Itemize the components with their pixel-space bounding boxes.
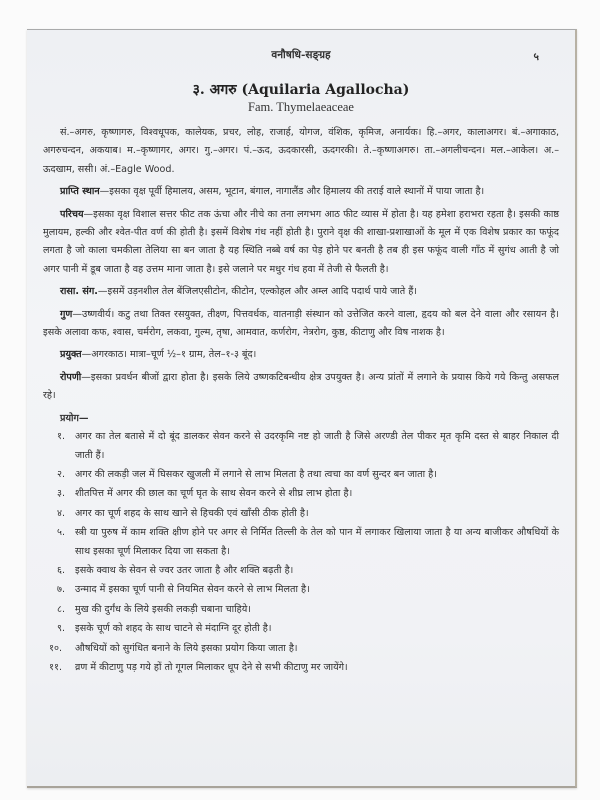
section-text: —उष्णवीर्य। कटु तथा तिक्त रसयुक्त, तीक्ष्ण, पित्तवर्धक, वातनाड़ी संस्थान को उत्तेजित करने वाला, हृदय को बल देने वाला और रसायन है। इसके अलावा कफ, श्वास, चर्मरोग, लकवा, गुल्म, तृषा, आमवात, कर्णरोग, नेत्ररोग, कुष्ठ, कीटाणु और विष नाशक है। (43, 308, 559, 339)
section-label: प्राप्ति स्थान (60, 186, 100, 198)
usage-item (43, 581, 559, 599)
section-label: परिचय (60, 208, 84, 220)
usage-item-number: १. (57, 431, 66, 443)
usage-item (43, 659, 559, 677)
usage-item-text: अगर का तेल बतासे में दो बूंद डालकर सेवन करने से उदरकृमि नष्ट हो जाती है जिसे अरण्डी तेल पीकर मृत कृमि दस्त से बाहर निकाल दी जाती हैं। (75, 431, 559, 461)
usage-item (43, 485, 559, 503)
usage-item-text: स्त्री या पुरुष में काम शक्ति क्षीण होने पर अगर से निर्मित तिल्ली के तेल को पान में लगाकर खिलाया जाता है या अन्य बाजीकर औषधियों के साथ इसका चूर्ण मिलाकर दिया जा सकता है। (75, 527, 559, 557)
section-text: —अगरकाठ। मात्रा–चूर्ण ½–१ ग्राम, तेल–१-३ बूंद। (81, 349, 257, 361)
section-properties (43, 306, 559, 343)
usage-item (43, 524, 559, 561)
usage-item-text: उन्माद में इसका चूर्ण पानी से नियमित सेवन करने से लाभ मिलता है। (75, 584, 310, 596)
section-description (43, 206, 559, 280)
usage-item (43, 466, 559, 484)
usage-item-number: ४. (57, 507, 66, 519)
usage-item (43, 562, 559, 580)
entry-title: ३. अगरु (Aquilaria Agallocha) (192, 82, 410, 98)
page-number: ५ (533, 51, 539, 63)
usage-item-number: ६. (57, 564, 66, 576)
usage-item-number: ७. (57, 584, 66, 596)
section-label: प्रयुक्त (60, 349, 82, 361)
usage-item-text: अगर का चूर्ण शहद के साथ खाने से हिचकी एवं खाँसी ठीक होती है। (75, 507, 309, 519)
usage-item (43, 620, 559, 638)
usage-item-text: व्रण में कीटाणु पड़ गये हों तो गूगल मिलाकर धूप देने से सभी कीटाणु मर जायेंगे। (75, 661, 348, 673)
usage-heading: प्रयोग— (60, 412, 89, 424)
section-label: गुण (60, 308, 73, 320)
usage-item-text: औषधियों को सुगंधित बनाने के लिये इसका प्रयोग किया जाता है। (75, 642, 298, 654)
section-cultivation (43, 369, 559, 406)
running-head: वनौषधि-सङ्ग्रह (271, 49, 331, 61)
usage-item-text: अगर की लकड़ी जल में घिसकर खुजली में लगाने से लाभ मिलता है तथा त्वचा का वर्ण सुन्दर बन जाता है। (75, 468, 437, 480)
synonyms-text: सं.–अगरु, कृष्णागरु, विश्वधूपक, कालेयक, प्रचर, लोह, राजार्ह, योगज, वंशिक, कृमिज, अनार्यक। हि.–अगर, कालाअगर। बं.–अगाकाठ, अगरुचन्दन, अकयाब। म.–कृष्णागर, अगर। गु.–अगर। पं.–ऊद, ऊदकारसी, ऊदगरकी। ते.–कृष्णाअगरु। ता.–अगलीचन्दन। मल.–आकेल। अ.–ऊदखाम, ससी। अं.–Eagle Wood. (43, 127, 559, 175)
synonyms-paragraph (43, 124, 559, 179)
entry-body (43, 124, 559, 678)
usage-item-number: ८. (57, 603, 66, 615)
usage-item-number: ३. (57, 488, 66, 500)
usage-item (43, 505, 559, 523)
usage-item-number: ११. (49, 661, 63, 673)
section-text: —इसमें उड़नशील तेल बेंजिलएसीटोन, कीटोन, एल्कोहल और अम्ल आदि पदार्थ पाये जाते हैं। (97, 286, 417, 298)
usage-item (43, 601, 559, 619)
section-label: रासा. संग. (60, 286, 98, 298)
usage-item-number: २. (57, 468, 66, 480)
usage-item-number: ५. (57, 527, 66, 539)
usage-item-text: इसके चूर्ण को शहद के साथ चाटने से मंदाग्नि दूर होती है। (75, 623, 272, 635)
usage-item (43, 640, 559, 658)
section-chemistry (43, 283, 559, 301)
usage-item-text: शीतपित्त में अगर की छाल का चूर्ण घृत के साथ सेवन करने से शीघ्र लाभ होता है। (75, 488, 353, 500)
book-page (27, 29, 577, 788)
usage-list (43, 428, 559, 677)
section-label: रोपणी (60, 371, 82, 383)
usage-item (43, 428, 559, 465)
section-text: —इसका वृक्ष पूर्वी हिमालय, असम, भूटान, बंगाल, नागालैंड और हिमालय की तराई वाले स्थानों में पाया जाता है। (99, 186, 485, 198)
usage-item-text: इसके क्वाथ के सेवन से ज्वर उतर जाता है और शक्ति बढ़ती है। (75, 564, 294, 576)
usage-item-number: १०. (49, 642, 63, 654)
usage-item-text: मुख की दुर्गंध के लिये इसकी लकड़ी चबाना चाहिये। (75, 603, 251, 615)
usage-item-number: ९. (57, 623, 66, 635)
section-parts-used (43, 346, 559, 364)
family-name: Fam. Thymelaeaceae (248, 100, 354, 114)
section-text: —इसका वृक्ष विशाल सत्तर फीट तक ऊंचा और नीचे का तना लगभग आठ फीट व्यास में होता है। यह हमेशा हराभरा रहता है। इसकी काष्ठ मुलायम, हल्की और श्वेत-पीत वर्ण की होती है। इसमें विशेष गंध नहीं होती है। पुराने वृक्ष की शाखा-प्रशाखाओं के मूल में एक विशेष प्रकार का फफूंद लगता है जो काला चमकीला तेलिया सा बन जाता है यह स्थिति नब्बे वर्ष का पेड़ होने पर बनती है तब ही इस फफूंद वाली गाँठ में सुगंध आती है जो अगर पानी में डूब जाता है वह उत्तम माना जाता है। इसे जलाने पर मधुर गंध हवा में तेजी से फैलती है। (43, 208, 559, 275)
section-text: —इसका प्रवर्धन बीजों द्वारा होता है। इसके लिये उष्णकटिबन्धीय क्षेत्र उपयुक्त है। अन्य प्रांतों में लगाने के प्रयास किये गये किन्तु असफल रहे। (43, 371, 559, 402)
section-habitat (43, 183, 559, 201)
